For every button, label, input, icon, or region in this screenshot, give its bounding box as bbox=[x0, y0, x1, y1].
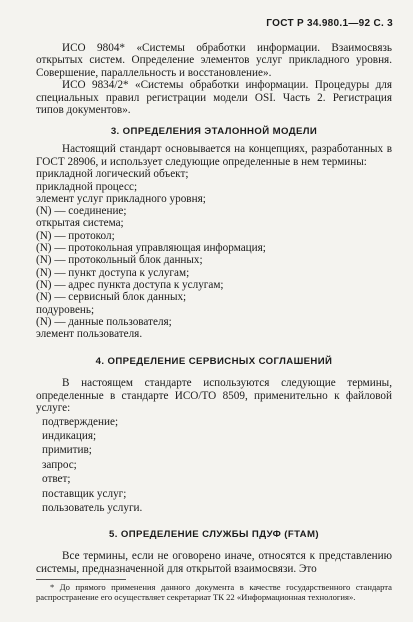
term-item: пользователь услуги. bbox=[42, 502, 143, 515]
footnote-divider bbox=[36, 579, 126, 580]
section-5-title: 5. ОПРЕДЕЛЕНИЕ СЛУЖБЫ ПДУФ (FTAM) bbox=[109, 529, 319, 541]
term-item: (N) — протокольный блок данных; bbox=[36, 254, 203, 267]
term-item: подуровень; bbox=[36, 303, 95, 316]
term-item: открытая система; bbox=[36, 217, 124, 230]
section-5-intro: Все термины, если не оговорено иначе, относятся к представлению системы, предназначенной для открытой взаимосвязи. Это bbox=[36, 550, 392, 575]
term-item: поставщик услуг; bbox=[42, 487, 127, 500]
term-item: (N) — соединение; bbox=[36, 205, 127, 218]
term-item: (N) — протокол; bbox=[36, 229, 115, 242]
reference-iso-9834: ИСО 9834/2* «Системы обработки информации. Процедуры для специальных правил регистрации модели OSI. Часть 2. Регистрация типов документов». bbox=[36, 79, 392, 117]
term-item: (N) — пункт доступа к услугам; bbox=[36, 266, 190, 279]
term-item: запрос; bbox=[42, 458, 77, 471]
term-item: индикация; bbox=[42, 430, 97, 443]
term-item: прикладной логический объект; bbox=[36, 168, 189, 181]
reference-iso-9804: ИСО 9804* «Системы обработки информации. Взаимосвязь открытых систем. Определение элементов услуг прикладного уровня. Совершение, параллельность и восстановление». bbox=[36, 42, 392, 79]
term-item: ответ; bbox=[42, 473, 71, 486]
section-4-term-list bbox=[36, 415, 392, 516]
term-item: (N) — адрес пункта доступа к услугам; bbox=[36, 278, 224, 291]
term-item: примитив; bbox=[42, 444, 92, 457]
term-item: элемент пользователя. bbox=[36, 328, 143, 341]
term-item: элемент услуг прикладного уровня; bbox=[36, 192, 206, 205]
section-4-intro: В настоящем стандарте используются следующие термины, определенные в стандарте ИСО/ТО 8509, применительно к файловой услуге: bbox=[36, 377, 392, 415]
footnote: * До прямого применения данного документа в качестве государственного стандарта распространение его осуществляет секретариат ТК 22 «Информационная технология». bbox=[36, 582, 392, 602]
term-item: подтверждение; bbox=[42, 415, 119, 428]
term-item: (N) — данные пользователя; bbox=[36, 315, 172, 328]
section-3-term-list bbox=[36, 168, 392, 340]
term-item: (N) — сервисный блок данных; bbox=[36, 291, 187, 304]
term-item: прикладной процесс; bbox=[36, 180, 138, 193]
section-4-title: 4. ОПРЕДЕЛЕНИЕ СЕРВИСНЫХ СОГЛАШЕНИЙ bbox=[95, 356, 333, 368]
page-content bbox=[36, 42, 392, 602]
page-header: ГОСТ Р 34.980.1—92 С. 3 bbox=[266, 18, 393, 29]
section-3-title: 3. ОПРЕДЕЛЕНИЯ ЭТАЛОННОЙ МОДЕЛИ bbox=[110, 126, 318, 138]
section-3-intro: Настоящий стандарт основывается на концепциях, разработанных в ГОСТ 28906, и использует следующие определенные в нем термины: bbox=[36, 143, 392, 168]
term-item: (N) — протокольная управляющая информация; bbox=[36, 242, 266, 255]
